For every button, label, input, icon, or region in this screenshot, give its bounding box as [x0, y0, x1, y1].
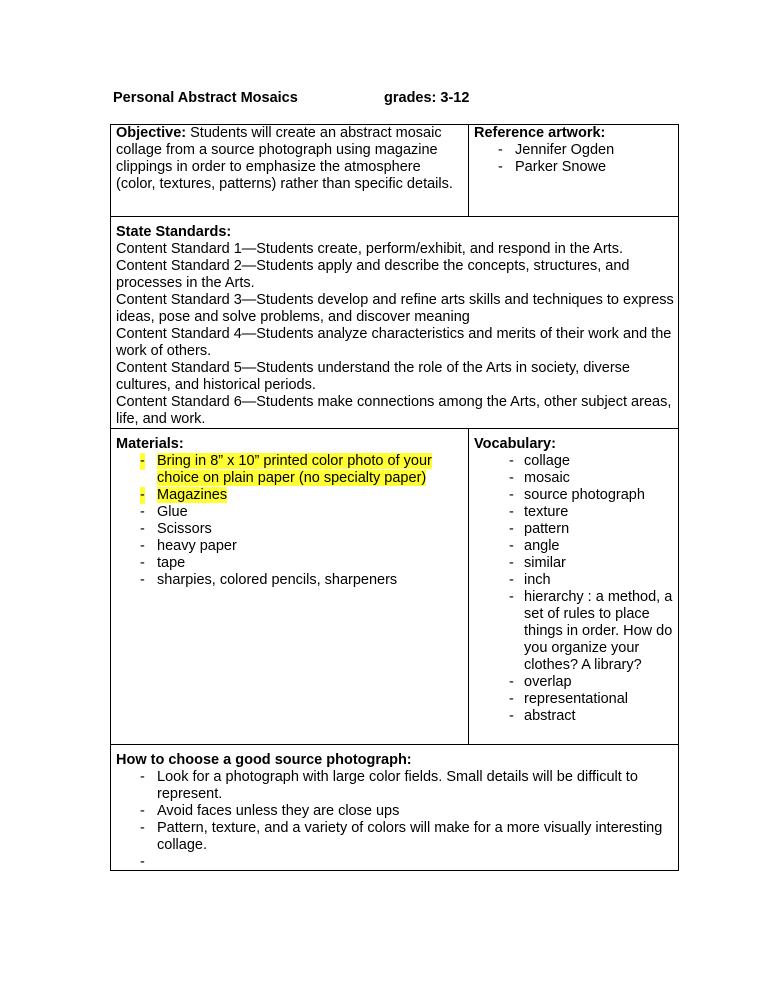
dash-bullet: - — [140, 572, 145, 588]
vocab-item: pattern — [524, 521, 570, 537]
list-item — [116, 487, 464, 504]
list-item — [116, 538, 464, 555]
dash-bullet: - — [140, 521, 145, 537]
reference-label: Reference artwork: — [474, 125, 606, 141]
dash-bullet: - — [509, 538, 514, 554]
standards-cell — [111, 217, 679, 429]
dash-bullet: - — [140, 854, 145, 870]
dash-bullet: - — [140, 504, 145, 520]
list-item — [116, 803, 674, 820]
list-item — [474, 589, 674, 674]
dash-bullet: - — [509, 555, 514, 571]
list-item — [474, 521, 674, 538]
source-photo-cell — [111, 745, 679, 871]
dash-bullet: - — [140, 487, 145, 503]
source-photo-row — [111, 745, 679, 871]
dash-bullet: - — [140, 769, 145, 785]
list-item — [474, 470, 674, 487]
dash-bullet: - — [509, 708, 514, 724]
vocab-item: texture — [524, 504, 569, 520]
dash-bullet: - — [498, 142, 503, 158]
list-item — [474, 555, 674, 572]
list-item — [116, 555, 464, 572]
dash-bullet: - — [509, 453, 514, 469]
reference-list — [474, 142, 674, 176]
list-item — [474, 691, 674, 708]
material-item-highlighted: Magazines — [157, 487, 228, 503]
materials-vocab-row — [111, 429, 679, 745]
dash-bullet: - — [509, 691, 514, 707]
list-item — [116, 521, 464, 538]
dash-bullet: - — [140, 803, 145, 819]
vocab-item: source photograph — [524, 487, 645, 503]
list-item — [474, 142, 674, 159]
tip-item: Avoid faces unless they are close ups — [157, 803, 400, 819]
standards-row — [111, 217, 679, 429]
standard-item: Content Standard 1—Students create, perform/exhibit, and respond in the Arts. — [116, 241, 623, 257]
source-photo-list — [116, 769, 674, 870]
list-item — [474, 674, 674, 691]
reference-cell — [469, 125, 679, 217]
tip-item: Look for a photograph with large color fields. Small details will be difficult to represent. — [157, 769, 638, 802]
reference-item: Parker Snowe — [515, 159, 607, 175]
list-item — [116, 769, 674, 803]
page-title: Personal Abstract Mosaics — [113, 90, 298, 106]
dash-bullet: - — [509, 572, 514, 588]
material-item: Scissors — [157, 521, 212, 537]
standard-item: Content Standard 4—Students analyze characteristics and merits of their work and the work of others. — [116, 326, 672, 359]
list-item — [474, 572, 674, 589]
vocabulary-label: Vocabulary: — [474, 436, 556, 452]
vocab-item: hierarchy : a method, a set of rules to place things in order. How do you organize your clothes? A library? — [524, 589, 673, 673]
dash-bullet: - — [509, 470, 514, 486]
objective-text: Students will create an abstract mosaic collage from a source photograph using magazine clippings in order to emphasize the atmosphere (color, textures, patterns) rather than specific details. — [116, 125, 453, 192]
dash-bullet: - — [509, 521, 514, 537]
standard-item: Content Standard 3—Students develop and refine arts skills and techniques to express ideas, pose and solve problems, and discover meaning — [116, 292, 674, 325]
list-item — [474, 708, 674, 725]
vocab-item: angle — [524, 538, 560, 554]
list-item — [474, 453, 674, 470]
list-item — [474, 159, 674, 176]
objective-row — [111, 125, 679, 217]
standard-item: Content Standard 2—Students apply and describe the concepts, structures, and processes in the Arts. — [116, 258, 630, 291]
document-header — [113, 90, 470, 107]
materials-cell — [111, 429, 469, 745]
list-item — [474, 504, 674, 521]
dash-bullet: - — [509, 674, 514, 690]
dash-bullet: - — [140, 555, 145, 571]
vocabulary-cell — [469, 429, 679, 745]
list-item — [474, 487, 674, 504]
source-photo-label: How to choose a good source photograph: — [116, 752, 412, 768]
material-item: sharpies, colored pencils, sharpeners — [157, 572, 398, 588]
vocab-item: abstract — [524, 708, 576, 724]
vocab-item: mosaic — [524, 470, 570, 486]
dash-bullet: - — [509, 504, 514, 520]
vocabulary-list — [474, 453, 674, 725]
tip-item: Pattern, texture, and a variety of colors will make for a more visually interesting collage. — [157, 820, 663, 853]
material-item: tape — [157, 555, 186, 571]
material-item: heavy paper — [157, 538, 237, 554]
vocab-item: inch — [524, 572, 551, 588]
objective-label: Objective: — [116, 125, 187, 141]
dash-bullet: - — [509, 487, 514, 503]
reference-item: Jennifer Ogden — [515, 142, 615, 158]
vocab-item: representational — [524, 691, 628, 707]
materials-list — [116, 453, 464, 589]
dash-bullet: - — [140, 538, 145, 554]
standards-label: State Standards: — [116, 224, 232, 240]
standard-item: Content Standard 5—Students understand the role of the Arts in society, diverse cultures, and historical periods. — [116, 360, 630, 393]
list-item — [116, 820, 674, 854]
standard-item: Content Standard 6—Students make connections among the Arts, other subject areas, life, and work. — [116, 394, 672, 427]
dash-bullet: - — [509, 589, 514, 605]
dash-bullet: - — [140, 453, 145, 469]
vocab-item: overlap — [524, 674, 572, 690]
grades-label: grades: 3-12 — [384, 90, 470, 106]
material-item: Glue — [157, 504, 188, 520]
dash-bullet: - — [498, 159, 503, 175]
list-item — [474, 538, 674, 555]
dash-bullet: - — [140, 820, 145, 836]
list-item — [116, 572, 464, 589]
materials-label: Materials: — [116, 436, 184, 452]
vocab-item: similar — [524, 555, 566, 571]
material-item-highlighted: Bring in 8” x 10” printed color photo of your choice on plain paper (no specialty paper) — [157, 453, 432, 486]
lesson-plan-table — [110, 124, 679, 871]
vocab-item: collage — [524, 453, 570, 469]
list-item — [116, 504, 464, 521]
list-item — [116, 453, 464, 487]
objective-cell — [111, 125, 469, 217]
